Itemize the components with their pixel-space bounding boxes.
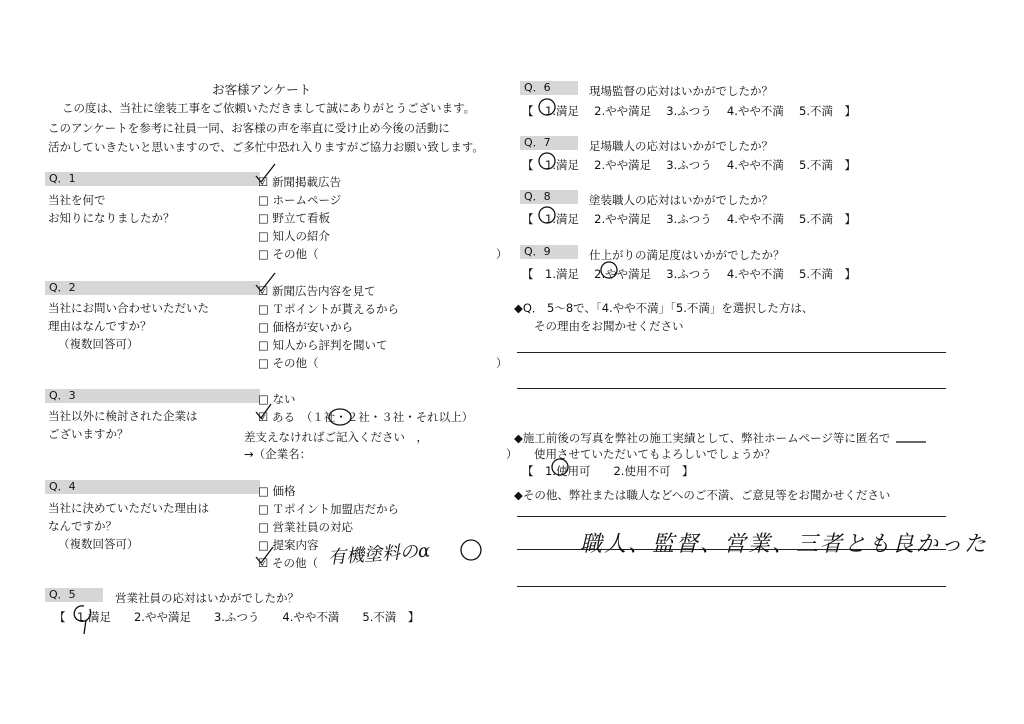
- q1-question-line-1: 当社を何で: [48, 193, 106, 207]
- q2-question-line-3: （複数回答可）: [58, 337, 139, 351]
- q3-label: Q．3: [49, 389, 76, 402]
- photo-prompt-line-2: 使用させていただいてもよろしいでしょうか？: [534, 447, 776, 461]
- q2-question-line-1: 当社にお問い合わせいただいた: [48, 301, 209, 315]
- q3-option-yes[interactable]: ☑ ある （１社・２社・３社・それ以上）: [258, 410, 474, 424]
- q4-option-proposal[interactable]: □ 提案内容: [258, 538, 319, 552]
- q1-option-signboard[interactable]: □ 野立て看板: [258, 211, 331, 225]
- q8-circle-icon: [539, 207, 555, 223]
- q2-label: Q．2: [49, 281, 76, 294]
- intro-line-2: このアンケートを参考に社員一同、お客様の声を率直に受け止め今後の活動に: [48, 121, 450, 135]
- q2-option-other[interactable]: □ その他（: [258, 356, 319, 370]
- q9-scale[interactable]: 【 1.満足 2.やや満足 3.ふつう 4.やや不満 5.不満 】: [522, 267, 856, 281]
- reason-prompt-line-2: その理由をお聞かせください: [534, 319, 684, 333]
- q3-question-line-1: 当社以外に検討された企業は: [48, 409, 198, 423]
- q8-label: Q．8: [524, 190, 551, 203]
- q7-circle-icon: [539, 153, 555, 169]
- q5-scale[interactable]: 【 1.満足 2.やや満足 3.ふつう 4.やや不満 5.不満 】: [54, 610, 420, 624]
- q4-label: Q．4: [49, 480, 76, 493]
- q4-checkmark-icon: [256, 547, 273, 563]
- survey-title: お客様アンケート: [212, 82, 312, 97]
- q6-circle-icon: [539, 99, 555, 115]
- q2-checkmark-icon: [256, 273, 275, 291]
- q3-question-line-2: ございますか？: [48, 427, 129, 441]
- q4-option-tpoint-member[interactable]: □ Ｔポイント加盟店だから: [258, 502, 400, 516]
- q7-label: Q．7: [524, 136, 551, 149]
- q3-option-none[interactable]: □ ない: [258, 392, 296, 406]
- q1-option-newspaper[interactable]: ☑ 新聞掲載広告: [258, 175, 341, 189]
- q5-question: 営業社員の応対はいかがでしたか？: [115, 591, 299, 605]
- q4-alpha-circle-icon: [461, 540, 481, 560]
- q1-checkmark-icon: [256, 164, 275, 182]
- comments-handwritten-answer: 職人、監督、営業、三者とも良かった: [580, 532, 989, 557]
- q7-scale[interactable]: 【 1.満足 2.やや満足 3.ふつう 4.やや不満 5.不満 】: [522, 158, 856, 172]
- q6-label: Q．6: [524, 81, 551, 94]
- q8-question: 塗装職人の応対はいかがでしたか？: [589, 193, 773, 207]
- q4-option-sales-staff[interactable]: □ 営業社員の対応: [258, 520, 354, 534]
- q6-scale[interactable]: 【 1.満足 2.やや満足 3.ふつう 4.やや不満 5.不満 】: [522, 104, 856, 118]
- q2-other-close: ）: [496, 356, 508, 370]
- q3-note: 差支えなければご記入ください ，: [244, 430, 428, 444]
- q5-label: Q．5: [49, 588, 76, 601]
- q3-checkmark-icon: [256, 404, 271, 418]
- intro-line-1: この度は、当社に塗装工事をご依頼いただきまして誠にありがとうございます。: [62, 101, 476, 115]
- q2-option-ad-content[interactable]: ☑ 新聞広告内容を見て: [258, 284, 376, 298]
- q4-question-line-3: （複数回答可）: [58, 537, 139, 551]
- q3-company-close: ）: [506, 447, 518, 461]
- q5-circle-icon: [74, 606, 90, 634]
- q4-option-price[interactable]: □ 価格: [258, 484, 296, 498]
- q1-other-close: ）: [496, 247, 508, 261]
- q1-option-homepage[interactable]: □ ホームページ: [258, 193, 342, 207]
- q4-question-line-2: なんですか？: [48, 519, 117, 533]
- q2-option-reputation[interactable]: □ 知人から評判を聞いて: [258, 338, 388, 352]
- photo-prompt-line-1: ◆施工前後の写真を弊社の施工実績として、弊社ホームページ等に匿名で: [514, 431, 891, 445]
- q9-label: Q．9: [524, 245, 551, 258]
- reason-prompt-line-1: ◆Q． 5～8で、「4.やや不満」「5.不満」を選択した方は、: [514, 301, 814, 315]
- q4-option-other[interactable]: ☑ その他（: [258, 556, 318, 570]
- q4-handwritten-answer: 有機塗料のα: [327, 540, 431, 569]
- q1-label: Q．1: [49, 172, 76, 185]
- intro-line-3: 活かしていきたいと思いますので、ご多忙中恐れ入りますがご協力お願い致します。: [48, 140, 484, 154]
- q2-option-tpoint[interactable]: □ Ｔポイントが貰えるから: [258, 302, 400, 316]
- q3-company-field[interactable]: →（企業名：: [244, 447, 312, 461]
- q8-scale[interactable]: 【 1.満足 2.やや満足 3.ふつう 4.やや不満 5.不満 】: [522, 212, 856, 226]
- q7-question: 足場職人の応対はいかがでしたか？: [589, 139, 773, 153]
- q1-option-other[interactable]: □ その他（: [258, 247, 319, 261]
- q3-circle-icon: [329, 409, 351, 425]
- q2-option-price[interactable]: □ 価格が安いから: [258, 320, 354, 334]
- q9-question: 仕上がりの満足度はいかがでしたか？: [589, 248, 785, 262]
- q6-question: 現場監督の応対はいかがでしたか？: [589, 84, 773, 98]
- photo-circle-icon: [552, 459, 568, 475]
- q1-option-referral[interactable]: □ 知人の紹介: [258, 229, 331, 243]
- photo-options[interactable]: 【 1.使用可 2.使用不可 】: [522, 464, 694, 478]
- q2-question-line-2: 理由はなんですか？: [48, 319, 152, 333]
- q1-question-line-2: お知りになりましたか？: [48, 211, 175, 225]
- comments-prompt: ◆その他、弊社または職人などへのご不満、ご意見等をお聞かせください: [514, 488, 891, 502]
- q4-question-line-1: 当社に決めていただいた理由は: [48, 501, 209, 515]
- q9-circle-icon: [601, 262, 617, 278]
